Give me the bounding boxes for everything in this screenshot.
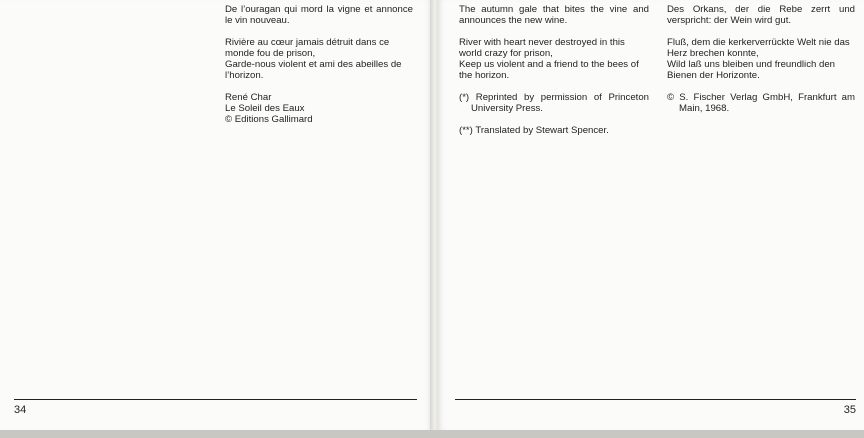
german-publisher-credit: © S. Fischer Verlag GmbH, Frankfurt am Main, 1968. [667,92,855,114]
french-stanza-2-line-2: Garde-nous violent et ami des abeilles de l’horizon. [225,59,402,81]
footer-rule-right [455,399,856,400]
book-title: Le Soleil des Eaux [225,103,305,114]
french-stanza-2-line-1: Rivière au cœur jamais détruit dans ce monde fou de prison, [225,37,390,59]
english-stanza-1: The autumn gale that bites the vine and announces the new wine. [459,4,649,26]
translator-note: (**) Translated by Stewart Spencer. [459,125,609,136]
german-poem-column [667,4,855,125]
author-name: René Char [225,92,272,103]
page-number-right: 35 [843,404,856,416]
german-stanza-1: Des Orkans, der die Rebe zerrt und verspricht: der Wein wird gut. [667,4,855,26]
publisher-credit: © Editions Gallimard [225,114,313,125]
page-number-left: 34 [14,404,27,416]
left-page [0,0,432,430]
german-stanza-2-line-2: Wild laß uns bleiben und freundlich den Bienen der Horizonte. [667,59,835,81]
page-edge-strip [0,430,864,438]
permission-note: (*) Reprinted by permission of Princeton University Press. [459,92,649,114]
english-stanza-2-line-1: River with heart never destroyed in this world crazy for prison, [459,37,625,59]
english-poem-column [459,4,649,147]
english-stanza-2-line-2: Keep us violent and a friend to the bees of the horizon. [459,59,639,81]
footer-rule-left [14,399,417,400]
german-stanza-2-line-1: Fluß, dem die kerkerverrückte Welt nie das Herz brechen konnte, [667,37,850,59]
french-stanza-1: De l’ouragan qui mord la vigne et annonce le vin nouveau. [225,4,413,26]
french-poem-column [225,4,413,125]
